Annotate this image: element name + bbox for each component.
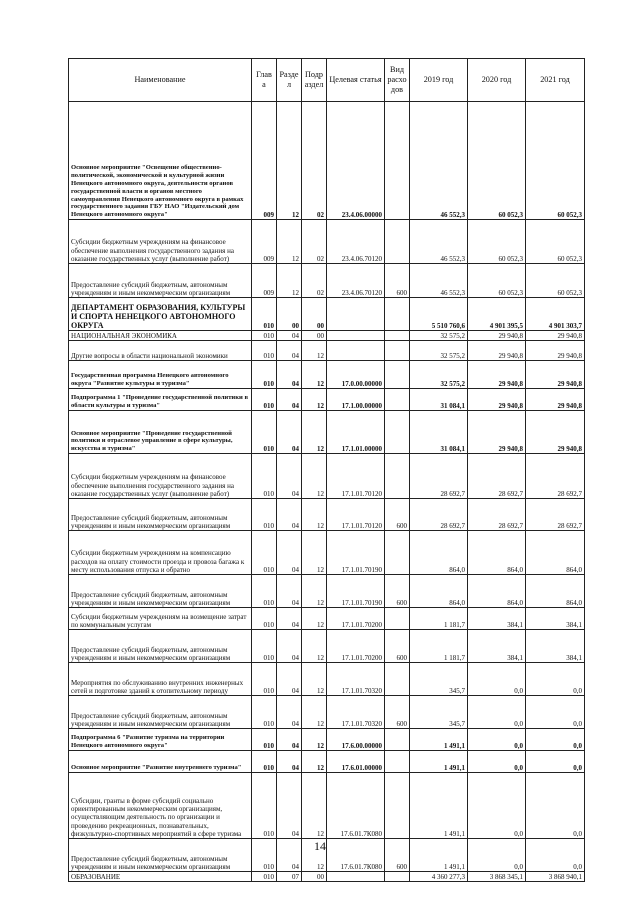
row-podrazdel: 12 [302,454,327,499]
row-2021: 0,0 [526,751,585,773]
row-2020: 0,0 [468,839,526,872]
row-razdel: 04 [277,341,302,361]
row-2020: 29 940,8 [468,361,526,389]
row-glava: 010 [252,531,277,575]
row-podrazdel: 00 [302,331,327,341]
table-row [69,773,585,839]
row-glava: 010 [252,499,277,531]
row-statya: 23.4.06.70120 [327,220,385,264]
table-row [69,872,585,882]
row-2021: 0,0 [526,729,585,751]
row-statya [327,872,385,882]
row-vid [385,608,410,630]
table-row [69,751,585,773]
row-statya [327,341,385,361]
row-name: Предоставление субсидий бюджетным, автономным учреждениям и иным некоммерческим организациям [69,575,252,608]
row-2020: 29 940,8 [468,389,526,411]
header-2019: 2019 год [410,59,468,102]
row-statya: 17.6.01.00000 [327,751,385,773]
row-statya: 17.1.00.00000 [327,389,385,411]
table-row [69,298,585,331]
table-row [69,696,585,729]
row-2019: 46 552,3 [410,102,468,220]
header-vid: Вид расхо дов [385,59,410,102]
row-2020: 384,1 [468,630,526,663]
row-2020: 864,0 [468,575,526,608]
row-podrazdel: 12 [302,341,327,361]
row-glava: 010 [252,773,277,839]
row-podrazdel: 00 [302,298,327,331]
row-podrazdel: 12 [302,411,327,454]
row-2019: 4 360 277,3 [410,872,468,882]
table-row [69,729,585,751]
row-vid [385,341,410,361]
row-podrazdel: 12 [302,499,327,531]
row-podrazdel: 02 [302,102,327,220]
row-2020: 29 940,8 [468,411,526,454]
row-statya: 17.1.01.70320 [327,663,385,696]
row-glava: 010 [252,298,277,331]
row-name: Основное мероприятие "Развитие внутреннего туризма" [69,751,252,773]
row-name: Предоставление субсидий бюджетным, автономным учреждениям и иным некоммерческим организациям [69,630,252,663]
row-2019: 345,7 [410,663,468,696]
row-statya [327,298,385,331]
row-glava: 010 [252,608,277,630]
row-vid: 600 [385,575,410,608]
row-name: Субсидии бюджетным учреждениям на возмещение затрат по коммунальным услугам [69,608,252,630]
row-2021: 60 052,3 [526,264,585,298]
row-2021: 384,1 [526,608,585,630]
page-number: 14 [314,839,326,853]
row-2021: 29 940,8 [526,411,585,454]
row-glava: 009 [252,220,277,264]
row-statya: 17.1.01.00000 [327,411,385,454]
row-podrazdel: 12 [302,608,327,630]
row-2020: 4 901 395,5 [468,298,526,331]
row-razdel: 04 [277,608,302,630]
row-2019: 5 510 760,6 [410,298,468,331]
row-name: Основное мероприятие "Освещение общественно-политической, экономической и культурной жизни Ненецкого автономного округа, деятельности органов государственной власти и органов местного самоуправления Ненецкого автономного округа в рамках государственного задания ГБУ НАО "Издательский дом Ненецкого автономного округа" [69,102,252,220]
row-2019: 864,0 [410,531,468,575]
row-2019: 28 692,7 [410,499,468,531]
row-podrazdel: 12 [302,361,327,389]
row-2020: 0,0 [468,663,526,696]
row-name: Подпрограмма 1 "Проведение государственной политики в области культуры и туризма" [69,389,252,411]
header-name: Наименование [69,59,252,102]
row-2019: 1 491,1 [410,773,468,839]
row-vid [385,751,410,773]
row-glava: 010 [252,454,277,499]
row-vid: 600 [385,264,410,298]
row-glava: 010 [252,663,277,696]
table-row [69,220,585,264]
row-2019: 31 084,1 [410,389,468,411]
row-vid: 600 [385,696,410,729]
row-vid [385,773,410,839]
row-name: Государственная программа Ненецкого автономного округа "Развитие культуры и туризма" [69,361,252,389]
row-statya: 17.6.00.00000 [327,729,385,751]
row-name: ДЕПАРТАМЕНТ ОБРАЗОВАНИЯ, КУЛЬТУРЫ И СПОРТА НЕНЕЦКОГО АВТОНОМНОГО ОКРУГА [69,298,252,331]
row-2020: 0,0 [468,773,526,839]
row-podrazdel: 12 [302,839,327,872]
row-vid [385,298,410,331]
row-statya [327,331,385,341]
row-glava: 010 [252,751,277,773]
header-2021: 2021 год [526,59,585,102]
row-2020: 28 692,7 [468,499,526,531]
row-2019: 32 575,2 [410,331,468,341]
table-row [69,454,585,499]
row-razdel: 04 [277,331,302,341]
row-vid [385,331,410,341]
row-statya: 17.1.01.70120 [327,499,385,531]
header-razdel: Разде л [277,59,302,102]
row-2019: 1 181,7 [410,608,468,630]
row-glava: 009 [252,264,277,298]
row-razdel: 04 [277,839,302,872]
table-row [69,575,585,608]
row-razdel: 04 [277,575,302,608]
row-podrazdel: 02 [302,264,327,298]
row-glava: 010 [252,361,277,389]
table-row [69,411,585,454]
row-2021: 28 692,7 [526,499,585,531]
row-name: Предоставление субсидий бюджетным, автономным учреждениям и иным некоммерческим организациям [69,839,252,872]
row-2020: 29 940,8 [468,331,526,341]
row-statya: 17.6.01.7К080 [327,773,385,839]
row-vid [385,872,410,882]
row-2019: 1 181,7 [410,630,468,663]
row-razdel: 04 [277,773,302,839]
row-glava: 010 [252,389,277,411]
row-2021: 864,0 [526,531,585,575]
row-vid: 600 [385,499,410,531]
row-2020: 28 692,7 [468,454,526,499]
header-podrazdel: Подр аздел [302,59,327,102]
row-2021: 60 052,3 [526,102,585,220]
row-name: ОБРАЗОВАНИЕ [69,872,252,882]
row-podrazdel: 12 [302,696,327,729]
row-2019: 1 491,1 [410,729,468,751]
row-name: НАЦИОНАЛЬНАЯ ЭКОНОМИКА [69,331,252,341]
table-row [69,341,585,361]
row-name: Субсидии бюджетным учреждениям на компенсацию расходов на оплату стоимости проезда и провоза багажа к месту использования отпуска и обратно [69,531,252,575]
row-2021: 0,0 [526,773,585,839]
header-2020: 2020 год [468,59,526,102]
row-2021: 29 940,8 [526,361,585,389]
row-razdel: 04 [277,389,302,411]
row-razdel: 12 [277,220,302,264]
row-2020: 60 052,3 [468,264,526,298]
row-vid [385,454,410,499]
row-razdel: 07 [277,872,302,882]
header-glava: Глав а [252,59,277,102]
row-razdel: 04 [277,751,302,773]
row-2020: 384,1 [468,608,526,630]
row-2021: 60 052,3 [526,220,585,264]
row-vid [385,361,410,389]
row-2019: 1 491,1 [410,751,468,773]
row-statya: 17.1.01.70190 [327,531,385,575]
table-row [69,531,585,575]
row-glava: 010 [252,872,277,882]
table-row [69,630,585,663]
row-podrazdel: 12 [302,663,327,696]
row-2021: 29 940,8 [526,389,585,411]
row-name: Мероприятия по обслуживанию внутренних инженерных сетей и подготовке зданий к отопительному периоду [69,663,252,696]
row-2021: 0,0 [526,663,585,696]
header-statya: Целевая статья [327,59,385,102]
row-razdel: 04 [277,729,302,751]
row-vid [385,389,410,411]
row-2020: 60 052,3 [468,102,526,220]
row-razdel: 04 [277,531,302,575]
row-statya: 23.4.06.70120 [327,264,385,298]
table-header-row [69,59,585,102]
row-2019: 46 552,3 [410,264,468,298]
row-vid [385,729,410,751]
row-name: Субсидии бюджетным учреждениям на финансовое обеспечение выполнения государственного задания на оказание государственных услуг (выполнение работ) [69,220,252,264]
row-glava: 010 [252,575,277,608]
table-row [69,608,585,630]
row-podrazdel: 12 [302,773,327,839]
row-2019: 1 491,1 [410,839,468,872]
row-podrazdel: 12 [302,751,327,773]
row-statya: 23.4.06.00000 [327,102,385,220]
row-2021: 29 940,8 [526,331,585,341]
row-2021: 864,0 [526,575,585,608]
row-2021: 0,0 [526,839,585,872]
row-glava: 009 [252,102,277,220]
row-podrazdel: 12 [302,531,327,575]
row-2021: 3 868 940,1 [526,872,585,882]
row-vid [385,411,410,454]
row-razdel: 04 [277,411,302,454]
table-row [69,663,585,696]
table-row [69,361,585,389]
row-name: Другие вопросы в области национальной экономики [69,341,252,361]
row-name: Подпрограмма 6 "Развитие туризма на территории Ненецкого автономного округа" [69,729,252,751]
row-2021: 28 692,7 [526,454,585,499]
row-name: Субсидии, гранты в форме субсидий социально ориентированным некоммерческим организациям, осуществляющим деятельность по организации и проведению рекреационных, познавательных, физкультурно-спортивных мероприятий в сфере туризма [69,773,252,839]
row-glava: 010 [252,341,277,361]
row-name: Предоставление субсидий бюджетным, автономным учреждениям и иным некоммерческим организациям [69,499,252,531]
row-statya: 17.1.01.70200 [327,630,385,663]
row-glava: 010 [252,630,277,663]
row-2019: 28 692,7 [410,454,468,499]
row-2020: 60 052,3 [468,220,526,264]
row-vid: 600 [385,839,410,872]
row-2020: 0,0 [468,729,526,751]
row-2020: 3 868 345,1 [468,872,526,882]
row-vid [385,102,410,220]
row-statya: 17.0.00.00000 [327,361,385,389]
budget-table [68,58,585,882]
row-2019: 864,0 [410,575,468,608]
row-vid: 600 [385,630,410,663]
row-statya: 17.6.01.7К080 [327,839,385,872]
row-razdel: 12 [277,102,302,220]
table-row [69,499,585,531]
row-vid [385,220,410,264]
row-razdel: 00 [277,298,302,331]
row-name: Предоставление субсидий бюджетным, автономным учреждениям и иным некоммерческим организациям [69,264,252,298]
row-razdel: 04 [277,630,302,663]
row-razdel: 04 [277,696,302,729]
row-glava: 010 [252,729,277,751]
row-2019: 46 552,3 [410,220,468,264]
row-podrazdel: 12 [302,389,327,411]
row-name: Основное мероприятие "Проведение государственной политики и отраслевое управление в сфере культуры, искусства и туризма" [69,411,252,454]
row-statya: 17.1.01.70200 [327,608,385,630]
row-statya: 17.1.01.70190 [327,575,385,608]
table-row [69,389,585,411]
row-razdel: 04 [277,499,302,531]
row-razdel: 04 [277,454,302,499]
row-razdel: 12 [277,264,302,298]
row-2019: 32 575,2 [410,341,468,361]
table-body [69,102,585,882]
row-name: Субсидии бюджетным учреждениям на финансовое обеспечение выполнения государственного задания на оказание государственных услуг (выполнение работ) [69,454,252,499]
row-2020: 0,0 [468,751,526,773]
row-razdel: 04 [277,663,302,696]
row-2021: 29 940,8 [526,341,585,361]
row-podrazdel: 02 [302,220,327,264]
row-name: Предоставление субсидий бюджетным, автономным учреждениям и иным некоммерческим организациям [69,696,252,729]
row-glava: 010 [252,331,277,341]
table-row [69,102,585,220]
row-2019: 345,7 [410,696,468,729]
row-2020: 0,0 [468,696,526,729]
row-glava: 010 [252,696,277,729]
row-2019: 31 084,1 [410,411,468,454]
row-podrazdel: 00 [302,872,327,882]
row-podrazdel: 12 [302,729,327,751]
row-podrazdel: 12 [302,575,327,608]
row-2021: 0,0 [526,696,585,729]
row-glava: 010 [252,839,277,872]
row-vid [385,663,410,696]
table-row [69,331,585,341]
row-2019: 32 575,2 [410,361,468,389]
row-statya: 17.1.01.70120 [327,454,385,499]
row-podrazdel: 12 [302,630,327,663]
row-2021: 384,1 [526,630,585,663]
row-2020: 29 940,8 [468,341,526,361]
row-razdel: 04 [277,361,302,389]
row-glava: 010 [252,411,277,454]
row-statya: 17.1.01.70320 [327,696,385,729]
row-2021: 4 901 303,7 [526,298,585,331]
row-2020: 864,0 [468,531,526,575]
row-vid [385,531,410,575]
table-row [69,264,585,298]
